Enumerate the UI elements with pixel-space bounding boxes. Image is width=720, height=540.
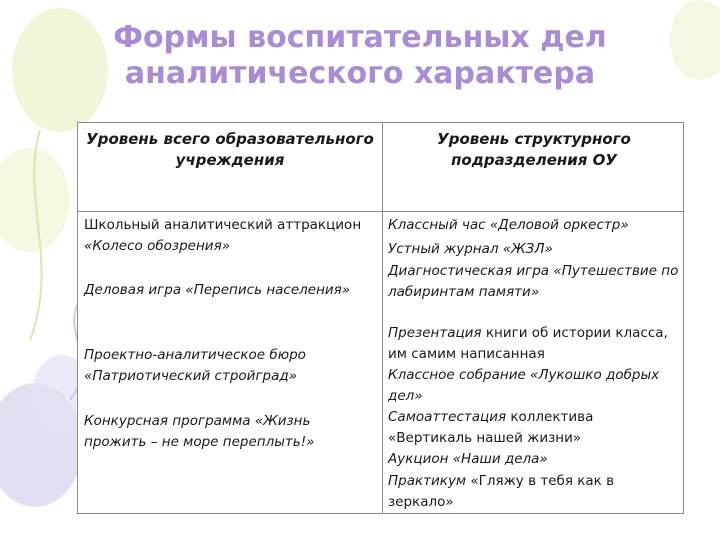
column-divider (382, 123, 383, 513)
item-text: книги об истории класса, им самим написанная (388, 325, 668, 362)
item-text: Диагностическая игра «Путешествие по лабиринтам памяти» (388, 263, 679, 300)
item-text-italic: Практикум (388, 473, 471, 489)
list-item (388, 323, 680, 365)
list-item (388, 215, 680, 236)
item-text-italic: Самоаттестация (388, 409, 511, 425)
item-text-italic: Презентация (388, 325, 486, 341)
item-text: Деловая игра «Перепись населения» (84, 282, 351, 298)
item-text: Классное собрание «Лукошко добрых дел» (388, 367, 660, 404)
list-item (84, 215, 376, 257)
list-item (84, 280, 376, 301)
item-text: Школьный аналитический аттракцион (84, 217, 362, 233)
item-text: Проектно-аналитическое бюро «Патриотический стройград» (84, 347, 306, 384)
list-item (84, 411, 376, 453)
list-item (388, 471, 680, 513)
item-text: Конкурсная программа «Жизнь прожить – не море переплыть!» (84, 413, 315, 450)
item-text: «Гляжу в тебя как в зеркало» (388, 473, 615, 510)
title-line-1: Формы воспитательных дел (113, 20, 607, 55)
item-text-italic: «Колесо обозрения» (84, 238, 231, 254)
header-divider (78, 211, 683, 212)
list-item (84, 345, 376, 387)
item-text: коллектива «Вертикаль нашей жизни» (388, 409, 594, 446)
list-item (388, 261, 680, 303)
balloon-shape (670, 0, 720, 80)
list-item (388, 239, 680, 260)
title-line-2: аналитического характера (124, 56, 596, 91)
item-text: Устный журнал «ЖЗЛ» (388, 241, 553, 257)
list-item (388, 449, 680, 470)
item-text: Аукцион «Наши дела» (388, 451, 548, 467)
forms-table (77, 122, 684, 514)
list-item (388, 365, 680, 407)
header-unit-level: Уровень структурного подразделения ОУ (437, 130, 631, 169)
header-institution-level: Уровень всего образовательного учреждения (86, 130, 374, 169)
list-item (388, 407, 680, 449)
item-text: Классный час «Деловой оркестр» (388, 217, 629, 233)
page-title (60, 20, 660, 92)
